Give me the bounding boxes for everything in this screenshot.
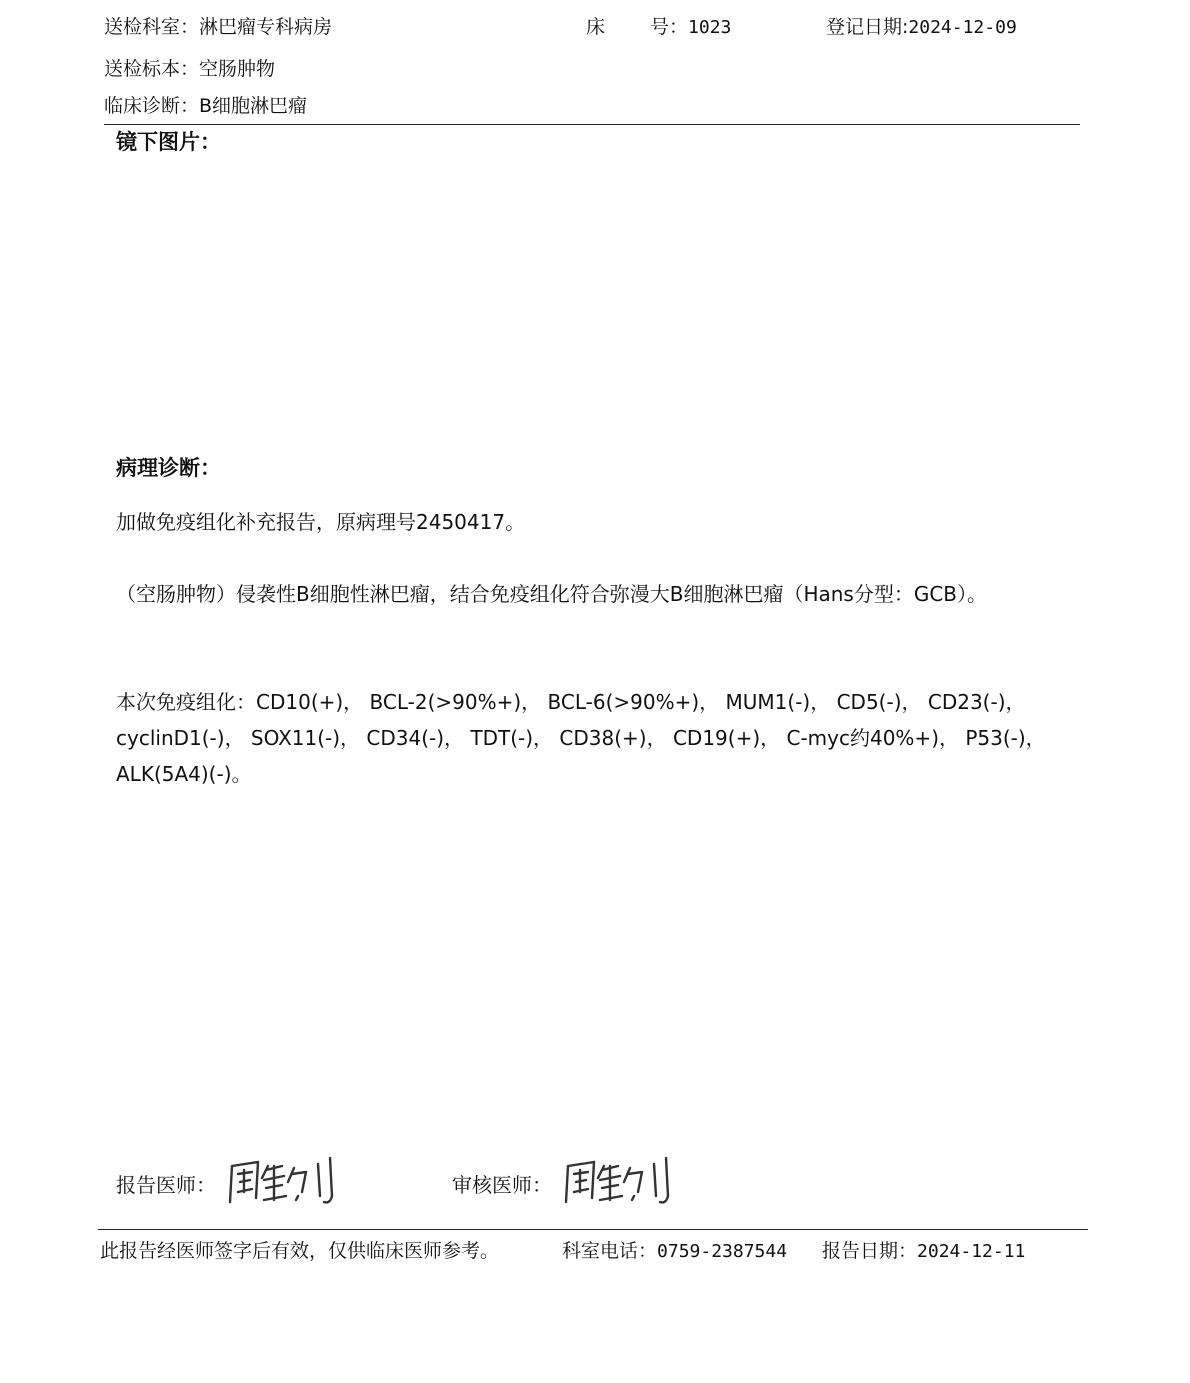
header-divider xyxy=(104,124,1080,125)
pathology-para-2: （空肠肿物）侵袭性B细胞性淋巴瘤，结合免疫组化符合弥漫大B细胞淋巴瘤（Hans分型：GCB）。 xyxy=(116,582,988,606)
microscope-title: 镜下图片： xyxy=(116,130,221,154)
review-doctor-label: 审核医师： xyxy=(452,1173,552,1197)
report-date-value: 2024-12-11 xyxy=(917,1241,1026,1262)
bed-label-2: 号： xyxy=(650,16,689,38)
report-date-label: 报告日期： xyxy=(822,1240,918,1262)
specimen-label: 送检标本： xyxy=(104,58,200,80)
phone-field xyxy=(562,1239,787,1264)
report-doctor-signature-image xyxy=(222,1152,342,1212)
clinical-dx-field xyxy=(104,94,307,118)
pathology-para-1: 加做免疫组化补充报告，原病理号2450417。 xyxy=(116,510,526,534)
phone-value: 0759-2387544 xyxy=(657,1241,788,1262)
reg-date-value: 2024-12-09 xyxy=(908,17,1017,38)
specimen-value: 空肠肿物 xyxy=(199,58,276,80)
bed-field xyxy=(650,15,731,40)
pathology-para-3: 本次免疫组化：CD10(+)， BCL-2(>90%+)， BCL-6(>90%+)， MUM1(-)， CD5(-)， CD23(-)， cyclinD1(-)， SOX11(-)， CD34(-)， TDT(-)， CD38(+)， CD19(+)， C-myc约40%+)， P53(-)， ALK(5A4)(-)。 xyxy=(116,690,1046,786)
report-date-field xyxy=(822,1239,1025,1264)
bed-value: 1023 xyxy=(688,17,732,38)
dept-value: 淋巴瘤专科病房 xyxy=(199,16,333,38)
dept-label: 送检科室： xyxy=(104,16,200,38)
clinical-dx-label: 临床诊断： xyxy=(104,95,200,117)
pathology-title: 病理诊断： xyxy=(116,456,221,480)
reg-date-field xyxy=(826,15,1017,40)
reg-date-label: 登记日期: xyxy=(826,16,909,38)
report-doctor-label: 报告医师： xyxy=(116,1173,216,1197)
clinical-dx-value: B细胞淋巴瘤 xyxy=(199,95,308,117)
phone-label: 科室电话： xyxy=(562,1240,658,1262)
footer-divider xyxy=(98,1229,1088,1230)
footer-notice: 此报告经医师签字后有效，仅供临床医师参考。 xyxy=(100,1240,500,1262)
review-doctor-signature-image xyxy=(558,1152,678,1212)
bed-label-1: 床 xyxy=(586,16,606,38)
dept-field xyxy=(104,15,332,39)
specimen-field xyxy=(104,57,275,81)
